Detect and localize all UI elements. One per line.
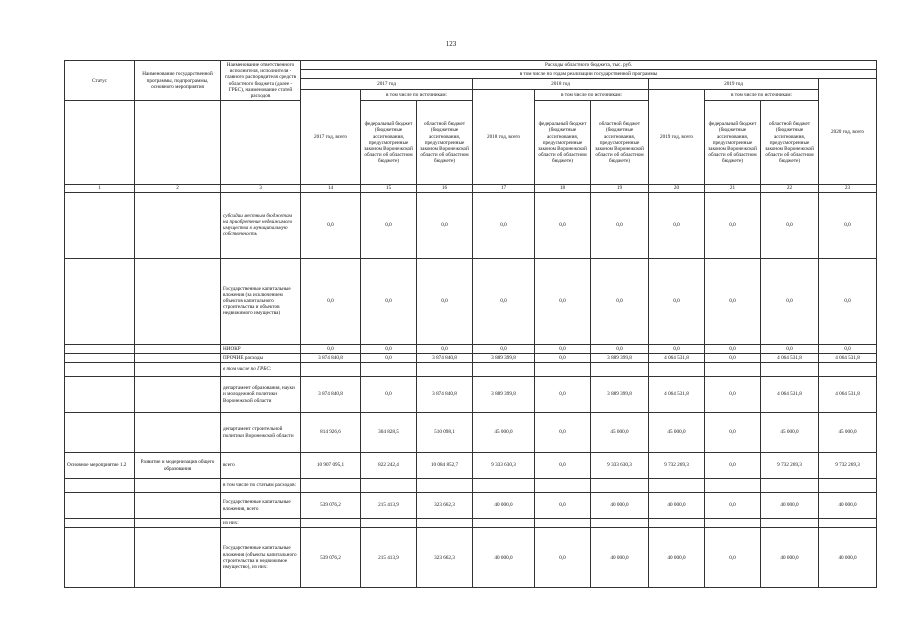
value-cell: [417, 519, 473, 528]
value-cell: 539 076,2: [301, 528, 361, 588]
table-row: [65, 344, 877, 353]
header-year-2018: 2018 год: [473, 79, 649, 90]
col-number: 15: [361, 185, 417, 192]
col-number: 16: [417, 185, 473, 192]
value-cell: 4 064 531,8: [649, 353, 705, 362]
value-cell: 40 000,0: [649, 528, 705, 588]
header-sources-2019: в том числе по источникам:: [705, 90, 819, 101]
value-cell: 0,0: [417, 344, 473, 353]
header-total-2019: 2019 год, всего: [649, 90, 705, 185]
value-cell: 45 000,0: [761, 413, 819, 453]
value-cell: 0,0: [761, 344, 819, 353]
table-row: [65, 519, 877, 528]
value-cell: 40 000,0: [819, 528, 877, 588]
value-cell: 0,0: [649, 192, 705, 258]
value-cell: [819, 363, 877, 377]
value-cell: [705, 479, 761, 493]
value-cell: 0,0: [761, 192, 819, 258]
row-label: Государственные капитальные вложения (объекты капитального строительства и недвижимое имущество), из них:: [221, 528, 301, 588]
row-label: в том числе по статьям расходов:: [221, 479, 301, 493]
status-cell: [65, 519, 135, 528]
value-cell: 9 333 630,3: [473, 453, 535, 479]
value-cell: 45 000,0: [473, 413, 535, 453]
header-total-2020: 2020 год, всего: [819, 79, 877, 185]
value-cell: 4 064 531,8: [819, 353, 877, 362]
value-cell: [761, 519, 819, 528]
value-cell: 0,0: [473, 344, 535, 353]
value-cell: 323 662,3: [417, 528, 473, 588]
value-cell: 40 000,0: [761, 493, 819, 519]
value-cell: 0,0: [705, 528, 761, 588]
page-number: 123: [445, 40, 457, 48]
header-status: Статус: [65, 61, 135, 101]
value-cell: 0,0: [705, 453, 761, 479]
value-cell: 40 000,0: [473, 528, 535, 588]
row-label: из них:: [221, 519, 301, 528]
value-cell: 0,0: [591, 192, 649, 258]
value-cell: 3 889 399,8: [591, 377, 649, 413]
table-row: [65, 353, 877, 362]
value-cell: 9 732 269,3: [761, 453, 819, 479]
program-cell: [135, 258, 221, 344]
status-cell: [65, 493, 135, 519]
value-cell: 0,0: [649, 258, 705, 344]
header-regional-2018: областной бюджет (бюджетные ассигнования, предусмотренные законом Воронежской области об областном бюджете): [591, 101, 649, 185]
header-expenses-title: Расходы областного бюджета, тыс. руб.: [301, 61, 877, 70]
row-label: субсидии местным бюджетам на приобретение недвижимого имущества в муниципальную собственность: [221, 192, 301, 258]
table-row: [65, 258, 877, 344]
header-federal-2019: федеральный бюджет (бюджетные ассигнования, предусмотренные законом Воронежской области об областном бюджете): [705, 101, 761, 185]
table-row: [65, 192, 877, 258]
value-cell: 822 242,4: [361, 453, 417, 479]
header-executor: Наименование ответственного исполнителя, исполнителя - главного распорядителя средств областного бюджета (далее - ГРБС), наименование статей расходов: [221, 61, 301, 101]
value-cell: 3 889 399,8: [473, 377, 535, 413]
col-number: 14: [301, 185, 361, 192]
table-row: [65, 363, 877, 377]
header-executor-cont: [221, 101, 301, 185]
value-cell: 3 874 840,8: [417, 377, 473, 413]
value-cell: 40 000,0: [591, 528, 649, 588]
value-cell: 0,0: [535, 493, 591, 519]
header-by-years: в том числе по годам реализации государственной программы: [301, 70, 877, 79]
status-cell: [65, 377, 135, 413]
value-cell: 40 000,0: [761, 528, 819, 588]
value-cell: 0,0: [361, 353, 417, 362]
value-cell: [649, 479, 705, 493]
program-cell: [135, 519, 221, 528]
value-cell: 215 413,9: [361, 528, 417, 588]
value-cell: [649, 363, 705, 377]
row-label: департамент строительной политики Воронежской области: [221, 413, 301, 453]
value-cell: 0,0: [705, 377, 761, 413]
value-cell: [761, 363, 819, 377]
header-program-name: Наименование государственной программы, подпрограммы, основного мероприятия: [135, 61, 221, 101]
value-cell: [417, 363, 473, 377]
row-label: НИОКР: [221, 344, 301, 353]
value-cell: 0,0: [361, 192, 417, 258]
status-cell: [65, 258, 135, 344]
value-cell: 40 000,0: [473, 493, 535, 519]
value-cell: 0,0: [535, 453, 591, 479]
value-cell: [361, 479, 417, 493]
value-cell: [535, 479, 591, 493]
value-cell: 4 064 531,8: [819, 377, 877, 413]
value-cell: 3 874 840,8: [417, 353, 473, 362]
value-cell: 0,0: [361, 258, 417, 344]
value-cell: 0,0: [417, 192, 473, 258]
status-cell: [65, 413, 135, 453]
value-cell: 0,0: [535, 528, 591, 588]
value-cell: 45 000,0: [649, 413, 705, 453]
value-cell: 0,0: [361, 377, 417, 413]
row-label: ПРОЧИЕ расходы: [221, 353, 301, 362]
value-cell: 0,0: [761, 258, 819, 344]
value-cell: [649, 519, 705, 528]
value-cell: [417, 479, 473, 493]
status-cell: [65, 528, 135, 588]
table-row: [65, 528, 877, 588]
header-regional-2017: областной бюджет (бюджетные ассигнования, предусмотренные законом Воронежской области об областном бюджете): [417, 101, 473, 185]
value-cell: 0,0: [591, 344, 649, 353]
value-cell: 3 889 399,8: [591, 353, 649, 362]
program-cell: [135, 413, 221, 453]
value-cell: [761, 479, 819, 493]
value-cell: [473, 519, 535, 528]
table-row: [65, 453, 877, 479]
value-cell: 0,0: [473, 192, 535, 258]
col-number: 2: [135, 185, 221, 192]
budget-table: [64, 60, 877, 588]
table-row: [65, 479, 877, 493]
value-cell: [591, 519, 649, 528]
program-cell: [135, 353, 221, 362]
header-year-2019: 2019 год: [649, 79, 819, 90]
value-cell: 0,0: [705, 353, 761, 362]
value-cell: 0,0: [535, 413, 591, 453]
value-cell: 304 828,5: [361, 413, 417, 453]
value-cell: 539 076,2: [301, 493, 361, 519]
value-cell: [473, 479, 535, 493]
status-cell: [65, 192, 135, 258]
header-program-cont: [135, 101, 221, 185]
status-cell: [65, 344, 135, 353]
row-label: Государственные капитальные вложения, всего: [221, 493, 301, 519]
value-cell: 0,0: [819, 192, 877, 258]
value-cell: 0,0: [301, 258, 361, 344]
value-cell: [301, 519, 361, 528]
header-federal-2017: федеральный бюджет (бюджетные ассигнования, предусмотренные законом Воронежской области об областном бюджете): [361, 101, 417, 185]
value-cell: [535, 519, 591, 528]
value-cell: 45 000,0: [819, 413, 877, 453]
value-cell: 0,0: [705, 192, 761, 258]
header-total-2017: 2017 год, всего: [301, 90, 361, 185]
table-row: [65, 413, 877, 453]
value-cell: 40 000,0: [649, 493, 705, 519]
header-year-2017: 2017 год: [301, 79, 473, 90]
value-cell: 0,0: [705, 344, 761, 353]
status-cell: [65, 353, 135, 362]
value-cell: 0,0: [301, 344, 361, 353]
value-cell: [361, 363, 417, 377]
value-cell: [819, 519, 877, 528]
value-cell: 0,0: [535, 353, 591, 362]
header-federal-2018: федеральный бюджет (бюджетные ассигнования, предусмотренные законом Воронежской области об областном бюджете): [535, 101, 591, 185]
value-cell: 4 064 531,8: [761, 377, 819, 413]
value-cell: 4 064 531,8: [761, 353, 819, 362]
col-number: 21: [705, 185, 761, 192]
value-cell: [361, 519, 417, 528]
value-cell: 0,0: [301, 192, 361, 258]
value-cell: 510 098,1: [417, 413, 473, 453]
value-cell: 3 889 399,8: [473, 353, 535, 362]
table-row: [65, 377, 877, 413]
value-cell: 0,0: [819, 258, 877, 344]
col-number: 22: [761, 185, 819, 192]
program-cell: [135, 479, 221, 493]
value-cell: 10 084 852,7: [417, 453, 473, 479]
value-cell: 0,0: [535, 192, 591, 258]
row-label: в том числе по ГРБС:: [221, 363, 301, 377]
program-cell: [135, 192, 221, 258]
value-cell: 9 732 269,3: [819, 453, 877, 479]
col-number: 17: [473, 185, 535, 192]
header-sources-2017: в том числе по источникам:: [361, 90, 473, 101]
column-number-row: [65, 185, 877, 192]
status-cell: [65, 479, 135, 493]
program-cell: [135, 344, 221, 353]
value-cell: 9 732 269,3: [649, 453, 705, 479]
value-cell: 323 662,3: [417, 493, 473, 519]
row-label: департамент образования, науки и молодежной политики Воронежской области: [221, 377, 301, 413]
value-cell: 3 874 840,8: [301, 353, 361, 362]
program-cell: [135, 363, 221, 377]
header-sources-2018: в том числе по источникам:: [535, 90, 649, 101]
value-cell: [819, 479, 877, 493]
value-cell: 0,0: [535, 258, 591, 344]
value-cell: 9 333 630,3: [591, 453, 649, 479]
col-number: 19: [591, 185, 649, 192]
value-cell: 10 907 095,1: [301, 453, 361, 479]
row-label: всего: [221, 453, 301, 479]
col-number: 20: [649, 185, 705, 192]
col-number: 1: [65, 185, 135, 192]
value-cell: 0,0: [705, 258, 761, 344]
value-cell: [535, 363, 591, 377]
value-cell: [301, 363, 361, 377]
value-cell: [591, 479, 649, 493]
value-cell: 0,0: [705, 493, 761, 519]
value-cell: 215 413,9: [361, 493, 417, 519]
value-cell: 0,0: [705, 413, 761, 453]
header-total-2018: 2018 год, всего: [473, 90, 535, 185]
table-row: [65, 493, 877, 519]
program-cell: [135, 377, 221, 413]
value-cell: [591, 363, 649, 377]
value-cell: 0,0: [535, 377, 591, 413]
value-cell: 814 926,6: [301, 413, 361, 453]
header-regional-2019: областной бюджет (бюджетные ассигнования, предусмотренные законом Воронежской области об областном бюджете): [761, 101, 819, 185]
value-cell: 0,0: [473, 258, 535, 344]
col-number: 23: [819, 185, 877, 192]
value-cell: 0,0: [361, 344, 417, 353]
value-cell: 0,0: [591, 258, 649, 344]
value-cell: 0,0: [819, 344, 877, 353]
value-cell: 40 000,0: [819, 493, 877, 519]
value-cell: 45 000,0: [591, 413, 649, 453]
value-cell: [705, 363, 761, 377]
value-cell: 0,0: [417, 258, 473, 344]
program-cell: [135, 493, 221, 519]
value-cell: 0,0: [535, 344, 591, 353]
col-number: 3: [221, 185, 301, 192]
value-cell: [473, 363, 535, 377]
col-number: 18: [535, 185, 591, 192]
value-cell: 3 874 840,8: [301, 377, 361, 413]
status-cell: Основное мероприятие 1.2: [65, 453, 135, 479]
value-cell: [705, 519, 761, 528]
value-cell: [301, 479, 361, 493]
value-cell: 4 064 531,8: [649, 377, 705, 413]
status-cell: [65, 363, 135, 377]
row-label: Государственные капитальные вложения (за исключением объектов капитального строительства и объектов недвижимого имущества): [221, 258, 301, 344]
value-cell: 40 000,0: [591, 493, 649, 519]
program-cell: Развитие и модернизация общего образования: [135, 453, 221, 479]
value-cell: 0,0: [649, 344, 705, 353]
program-cell: [135, 528, 221, 588]
header-status-cont: [65, 101, 135, 185]
